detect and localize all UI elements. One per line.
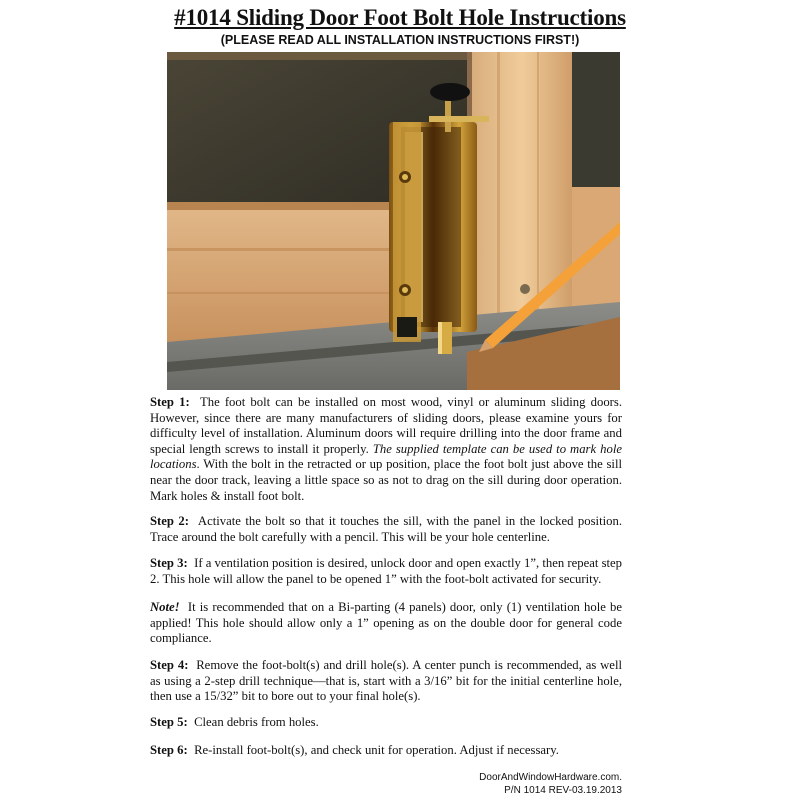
step-4-paragraph xyxy=(150,658,622,705)
step-2-paragraph xyxy=(150,514,622,545)
foot-bolt-photo-illustration xyxy=(167,52,620,390)
step-6-label: Step 6: xyxy=(150,743,188,757)
step-1-text: The foot bolt can be installed on most wood, vinyl or aluminum sliding doors. However, since there are many manufacturers of sliding doors, please examine yours for difficulty level of installation. Aluminum doors will require drilling into the door frame and special length screws to install it properly. xyxy=(150,395,622,456)
page-subtitle: (PLEASE READ ALL INSTALLATION INSTRUCTIONS FIRST!) xyxy=(220,33,580,47)
page-title: #1014 Sliding Door Foot Bolt Hole Instructions xyxy=(174,5,626,30)
step-3-text: If a ventilation position is desired, unlock door and open exactly 1”, then repeat step 2. This hole will allow the panel to be opened 1” with the foot-bolt activated for security. xyxy=(150,556,623,586)
step-3-label: Step 3: xyxy=(150,556,188,570)
step-1-text-continued: . With the bolt in the retracted or up position, place the foot bolt just above the sill near the door track, leaving a little space so as not to drag on the sill during door operation. Mark holes & install foot bolt. xyxy=(150,457,622,503)
step-6-text: Re-install foot-bolt(s), and check unit for operation. Adjust if necessary. xyxy=(194,743,559,757)
note-paragraph xyxy=(150,600,622,647)
step-5-text: Clean debris from holes. xyxy=(194,715,319,729)
step-4-text: Remove the foot-bolt(s) and drill hole(s). A center punch is recommended, as well as using a 2-step drill technique—that is, start with a 3/16” bit for the initial centerline hole, then use a 15/32” bit to bore out to your final hole(s). xyxy=(150,658,622,704)
step-1-paragraph xyxy=(150,395,622,504)
step-1-template-note: The supplied template can be used to mark hole locations xyxy=(150,441,622,472)
footer-website: DoorAndWindowHardware.com. xyxy=(479,772,622,783)
step-2-text: Activate the bolt so that it touches the sill, with the panel in the locked position. Trace around the bolt carefully with a pencil. This will be your hole centerline. xyxy=(150,514,622,544)
step-3-paragraph xyxy=(150,556,622,587)
product-photo xyxy=(167,52,620,390)
note-text: It is recommended that on a Bi-parting (4 panels) door, only (1) ventilation hole be applied! This hole should allow only a 1” opening as on the double door for general code compliance. xyxy=(150,600,622,646)
note-label: Note! xyxy=(150,600,180,614)
step-6-paragraph xyxy=(150,743,622,759)
step-4-label: Step 4: xyxy=(150,658,189,672)
footer-part-number: P/N 1014 REV-03.19.2013 xyxy=(504,785,622,796)
step-1-label: Step 1: xyxy=(150,395,190,409)
step-5-paragraph xyxy=(150,715,622,731)
step-2-label: Step 2: xyxy=(150,514,189,528)
step-5-label: Step 5: xyxy=(150,715,188,729)
